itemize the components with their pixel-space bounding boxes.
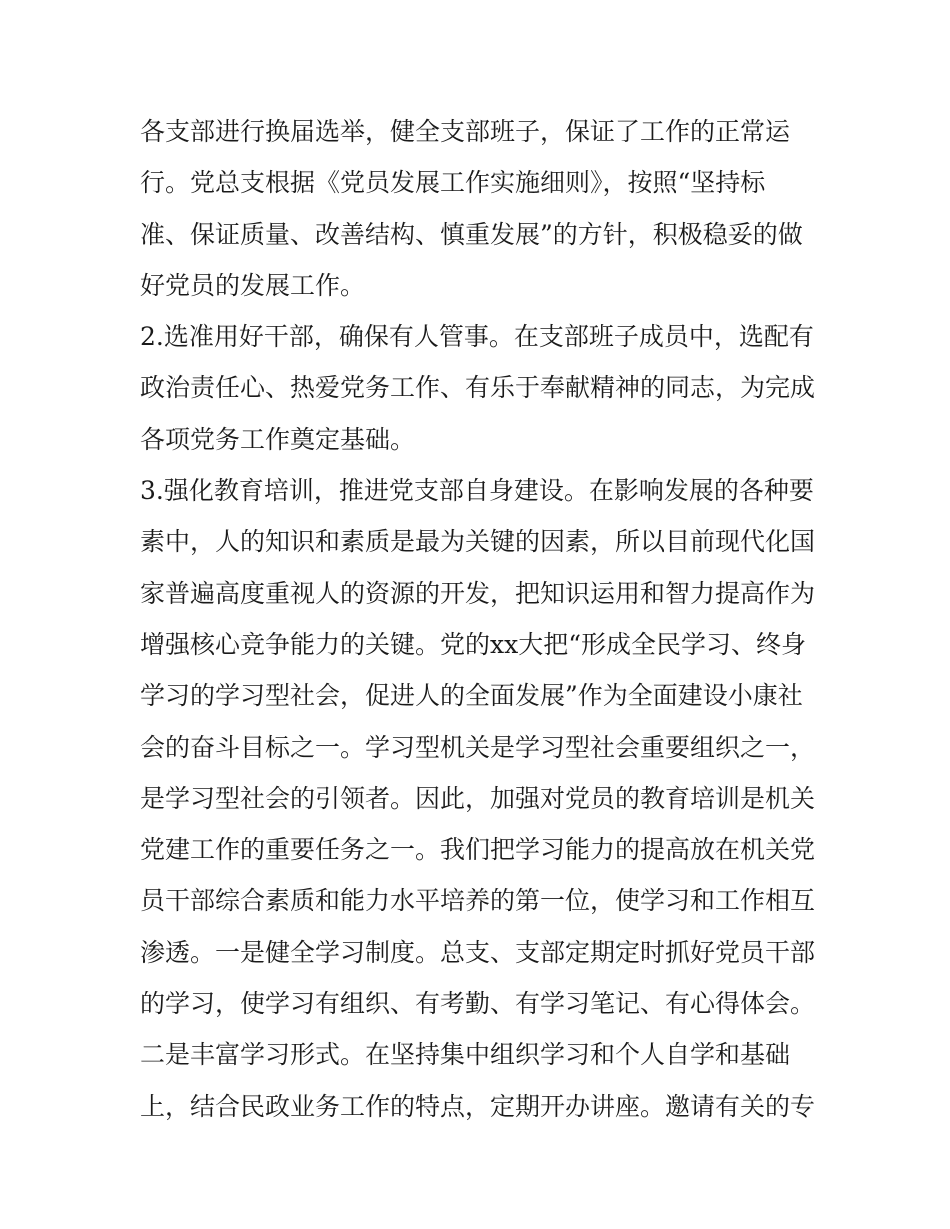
text-line: 上，结合民政业务工作的特点，定期开办讲座。邀请有关的专 bbox=[140, 1091, 816, 1121]
text-line: 各项党务工作奠定基础。 bbox=[140, 424, 416, 454]
text-line: 会的奋斗目标之一。学习型机关是学习型社会重要组织之一， bbox=[140, 732, 816, 762]
text-line: 各支部进行换届选举，健全支部班子，保证了工作的正常运 bbox=[140, 117, 791, 146]
text-line: 的学习，使学习有组织、有考勤、有学习笔记、有心得体会。 bbox=[140, 989, 816, 1019]
text-line: 家普遍高度重视人的资源的开发，把知识运用和智力提高作为 bbox=[140, 578, 816, 608]
text-line: 2.选准用好干部，确保有人管事。在支部班子成员中，选配有 bbox=[140, 322, 814, 352]
body-text bbox=[140, 106, 820, 1132]
text-line: 3.强化教育培训，推进党支部自身建设。在影响发展的各种要 bbox=[140, 476, 814, 506]
text-line: 政治责任心、热爱党务工作、有乐于奉献精神的同志，为完成 bbox=[140, 373, 816, 403]
text-line: 行。党总支根据《党员发展工作实施细则》，按照“坚持标 bbox=[140, 168, 766, 198]
text-line: 渗透。一是健全学习制度。总支、支部定期定时抓好党员干部 bbox=[140, 937, 816, 967]
text-line: 二是丰富学习形式。在坚持集中组织学习和个人自学和基础 bbox=[140, 1040, 791, 1070]
text-line: 党建工作的重要任务之一。我们把学习能力的提高放在机关党 bbox=[140, 835, 816, 865]
text-line: 员干部综合素质和能力水平培养的第一位，使学习和工作相互 bbox=[140, 886, 816, 916]
text-line: 学习的学习型社会，促进人的全面发展”作为全面建设小康社 bbox=[140, 681, 803, 711]
text-line: 准、保证质量、改善结构、慎重发展”的方针，积极稳妥的做 bbox=[140, 219, 803, 249]
text-line: 是学习型社会的引领者。因此，加强对党员的教育培训是机关 bbox=[140, 783, 816, 813]
text-line: 好党员的发展工作。 bbox=[140, 270, 366, 300]
text-line: 素中，人的知识和素质是最为关键的因素，所以目前现代化国 bbox=[140, 527, 816, 557]
text-line: 增强核心竞争能力的关键。党的xx大把“形成全民学习、终身 bbox=[140, 629, 806, 659]
